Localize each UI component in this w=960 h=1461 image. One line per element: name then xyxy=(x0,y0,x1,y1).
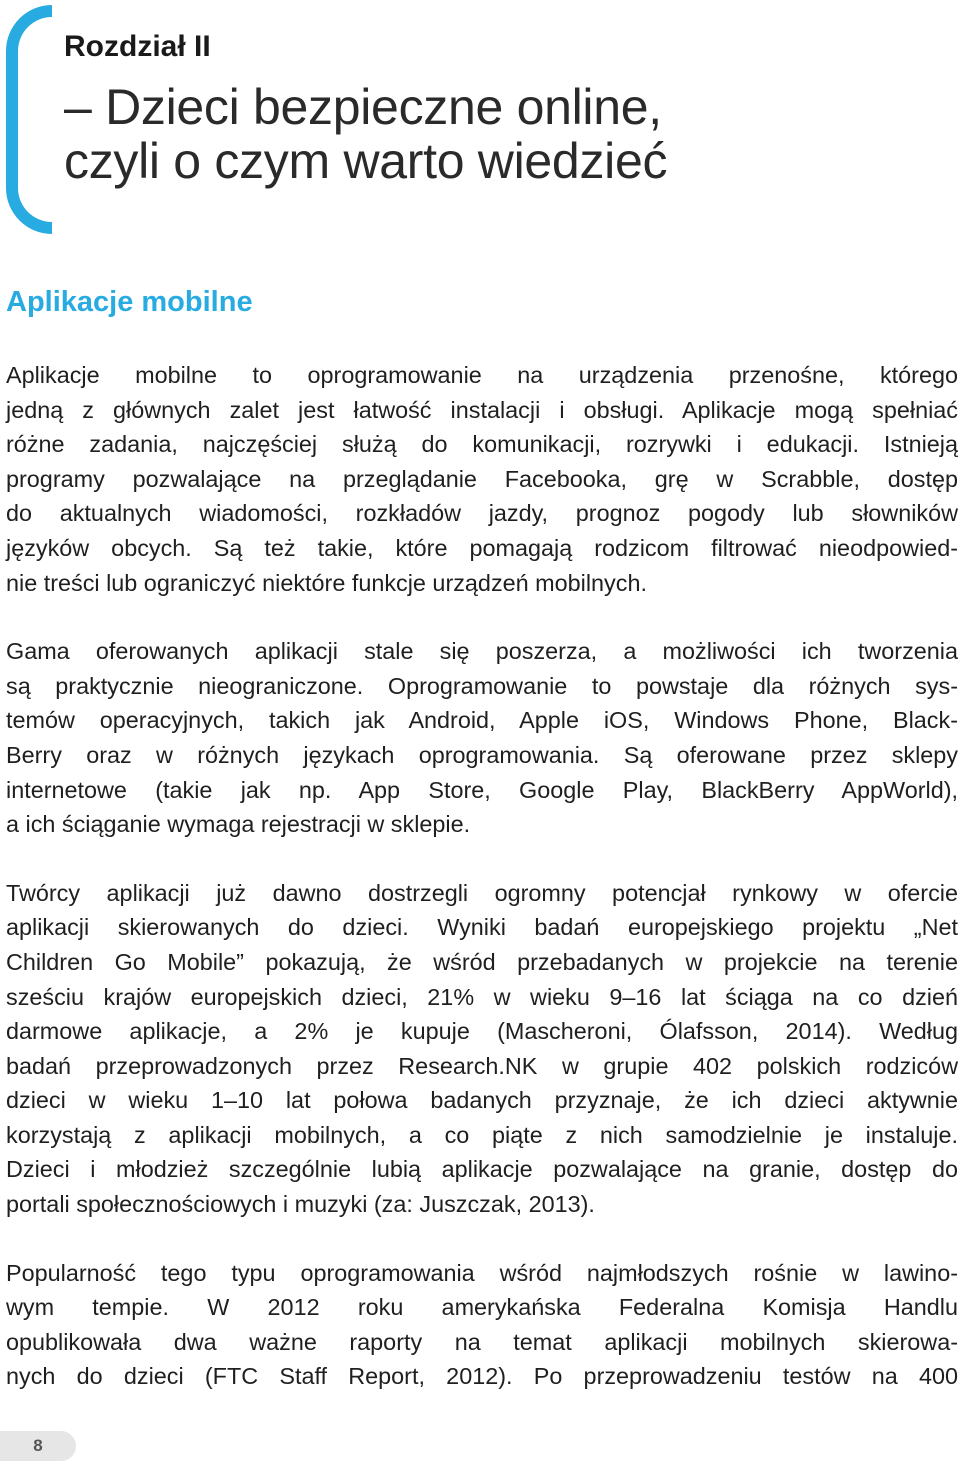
chapter-bracket-decoration xyxy=(6,5,52,234)
paragraph-line: temów operacyjnych, takich jak Android, Apple iOS, Windows Phone, Black- xyxy=(6,707,958,734)
paragraph-line: różne zadania, najczęściej służą do komunikacji, rozrywki i edukacji. Istnieją xyxy=(6,431,958,458)
paragraph-line: jedną z głównych zalet jest łatwość instalacji i obsługi. Aplikacje mogą spełniać xyxy=(6,396,958,423)
paragraph-line: wym tempie. W 2012 roku amerykańska Federalna Komisja Handlu xyxy=(6,1294,958,1321)
paragraph-line: badań przeprowadzonych przez Research.NK w grupie 402 polskich rodziców xyxy=(6,1052,958,1079)
paragraph-line: Dzieci i młodzież szczególnie lubią aplikacje pozwalające na granie, dostęp do xyxy=(6,1156,958,1183)
paragraph-line: a ich ściąganie wymaga rejestracji w sklepie. xyxy=(6,811,471,838)
page-number: 8 xyxy=(0,1431,76,1461)
paragraph-line: Twórcy aplikacji już dawno dostrzegli ogromny potencjał rynkowy w ofercie xyxy=(6,879,958,906)
paragraph-line: portali społecznościowych i muzyki (za: Juszczak, 2013). xyxy=(6,1191,595,1218)
body-text xyxy=(6,358,958,1428)
paragraph-line: nie treści lub ograniczyć niektóre funkcje urządzeń mobilnych. xyxy=(6,569,647,596)
chapter-title-line-1: – Dzieci bezpieczne online, xyxy=(64,79,662,135)
chapter-label: Rozdział II xyxy=(64,30,211,63)
paragraph-line: Gama oferowanych aplikacji stale się poszerza, a możliwości ich tworzenia xyxy=(6,638,958,665)
paragraph-line: darmowe aplikacje, a 2% je kupuje (Mascheroni, Ólafsson, 2014). Według xyxy=(6,1018,958,1045)
paragraph-line: programy pozwalające na przeglądanie Facebooka, grę w Scrabble, dostęp xyxy=(6,465,958,492)
paragraph-line: Berry oraz w różnych językach oprogramowania. Są oferowane przez sklepy xyxy=(6,741,958,768)
paragraph-line: są praktycznie nieograniczone. Oprogramowanie to powstaje dla różnych sys- xyxy=(6,672,958,699)
paragraph-line: sześciu krajów europejskich dzieci, 21% w wieku 9–16 lat ściąga na co dzień xyxy=(6,983,958,1010)
chapter-title xyxy=(64,80,667,188)
chapter-title-line-2: czyli o czym warto wiedzieć xyxy=(64,133,668,189)
paragraph-2 xyxy=(6,634,958,842)
paragraph-3 xyxy=(6,876,958,1222)
paragraph-line: języków obcych. Są też takie, które pomagają rodzicom filtrować nieodpowied- xyxy=(6,534,958,561)
paragraph-line: opublikowała dwa ważne raporty na temat aplikacji mobilnych skierowa- xyxy=(6,1328,958,1355)
paragraph-line: korzystają z aplikacji mobilnych, a co piąte z nich samodzielnie je instaluje. xyxy=(6,1121,958,1148)
section-heading: Aplikacje mobilne xyxy=(6,286,253,318)
paragraph-line: nych do dzieci (FTC Staff Report, 2012). Po przeprowadzeniu testów na 400 xyxy=(6,1363,958,1390)
paragraph-line: do aktualnych wiadomości, rozkładów jazdy, prognoz pogody lub słowników xyxy=(6,500,958,527)
paragraph-line: internetowe (takie jak np. App Store, Google Play, BlackBerry AppWorld), xyxy=(6,776,958,803)
paragraph-line: Popularność tego typu oprogramowania wśród najmłodszych rośnie w lawino- xyxy=(6,1259,958,1286)
paragraph-line: Children Go Mobile” pokazują, że wśród przebadanych w projekcie na terenie xyxy=(6,948,958,975)
paragraph-line: Aplikacje mobilne to oprogramowanie na urządzenia przenośne, którego xyxy=(6,362,958,388)
paragraph-1 xyxy=(6,358,958,600)
paragraph-line: dzieci w wieku 1–10 lat połowa badanych przyznaje, że ich dzieci aktywnie xyxy=(6,1087,958,1114)
paragraph-4 xyxy=(6,1256,958,1394)
paragraph-line: aplikacji skierowanych do dzieci. Wyniki badań europejskiego projektu „Net xyxy=(6,914,958,941)
